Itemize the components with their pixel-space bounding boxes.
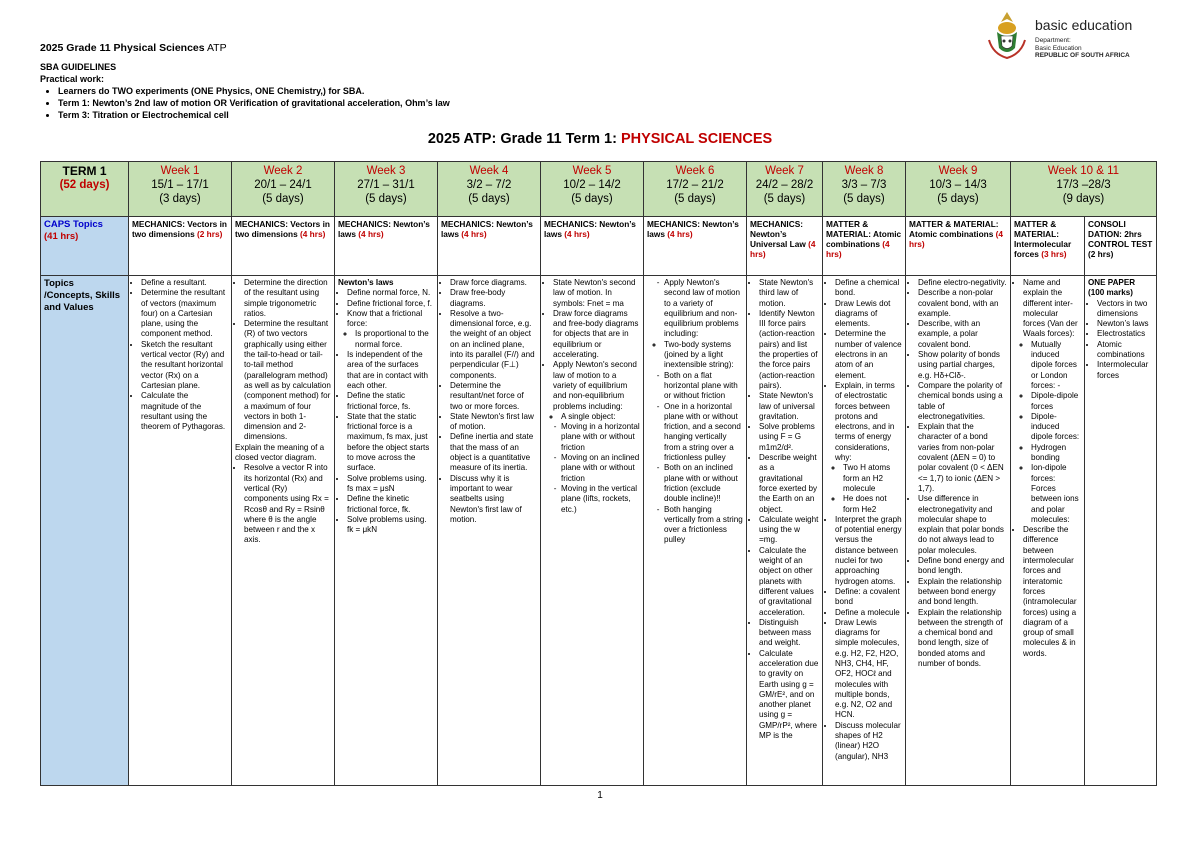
caps-topic-cell [335,217,438,276]
week-label: Week 4 [469,165,509,177]
topic-item: Explain the meaning of a closed vector diagram. [235,442,325,463]
topic-list [338,278,434,535]
topic-item: • Draw Lewis dot diagrams of elements. [835,299,902,330]
topic-item: • Describe weight as a gravitational force exerted by the Earth on an object. [759,453,819,515]
topic-cell [644,276,747,786]
caps-topic-cell [438,217,541,276]
topic-item: • Show polarity of bonds using partial charges, e.g. Hδ+Clδ-. [918,350,1007,381]
topic-item: • Calculate acceleration due to gravity on Earth using g = GM/rE², and on another planet using g = GMP/rP², where MP is the [759,649,819,742]
topic-item: • Define frictional force, f. [347,299,434,309]
topic-item: • Apply Newton's second law of motion to a variety of equilibrium and non-equilibrium problems including: [553,360,640,411]
caps-topic-hrs: (4 hrs) [909,229,1004,249]
topic-item: - Moving in a horizontal plane with or without friction [561,422,640,453]
topic-item: • Draw Lewis diagrams for simple molecules, e.g. H2, F2, H2O, NH3, CH4, HF, OF2, HOCℓ and molecules with multiple bonds, e.g. N2, O2 and HCN. [835,618,902,721]
title-prefix: 2025 ATP: Grade 11 Term 1: [427,131,621,147]
week-dates: 20/1 – 24/1 [254,179,312,191]
caps-topic-cell [906,217,1011,276]
topic-item: ◦ Is proportional to the normal force. [355,329,434,350]
topic-item: • Resolve a vector R into its horizontal (Rx) and vertical (Ry) components using Rx = Rcosθ and Ry = Rsinθ where θ is the angle between r and the x axis. [244,463,331,545]
caps-topic-cell [541,217,644,276]
header-title-bold: 2025 Grade 11 Physical Sciences [40,42,205,54]
topic-item: • Name and explain the different inter-molecular forces (Van der Waals forces): [1023,278,1081,340]
topic-list [544,278,640,515]
topic-item: • Calculate weight using the w =mg. [759,515,819,546]
caps-topic: MATTER & MATERIAL: Atomic combinations [826,219,902,249]
topic-item: • Atomic combinations [1097,340,1153,361]
topic-cell [1085,276,1157,786]
week-dates: 3/2 – 7/2 [466,179,512,191]
topic-item: ◦ Dipole-induced dipole forces: [1031,412,1081,443]
topic-item: • Define a resultant. [141,278,228,288]
caps-row [41,217,1157,276]
week-dates: 10/2 – 14/2 [563,179,621,191]
caps-topic: CONSOLI DATION: 2hrs CONTROL TEST [1088,219,1153,249]
topic-item: - One in a horizontal plane with or without friction, and a second hanging vertically from a string over a frictionless pulley [664,402,743,464]
caps-topic: MATTER & MATERIAL: Atomic combinations [909,219,999,239]
topic-item: • Draw free-body diagrams. [450,288,537,309]
week-label: Week 7 [765,165,804,177]
term-label: TERM 1 [62,164,107,178]
document-header-title [40,42,227,54]
week-days: (5 days) [937,193,979,205]
topic-cell [335,276,438,786]
topic-item: • Explain the relationship between the strength of a chemical bond and bond length, size of bonded atoms and number of bonds. [918,608,1007,670]
topic-item: • Newton’s laws [1097,319,1153,329]
topic-item: • Define electro-negativity. [918,278,1007,288]
topic-item: • Calculate the magnitude of the resultant using the theorem of Pythagoras. [141,391,228,432]
week-days: (5 days) [365,193,407,205]
caps-topic: MECHANICS: Vectors in two dimensions [235,219,330,239]
caps-topic-hrs: (4 hrs) [300,229,326,239]
week-dates: 10/3 – 14/3 [929,179,987,191]
topics-label-cell [41,276,129,786]
topic-item: • Describe, with an example, a polar covalent bond. [918,319,1007,350]
week-label: Week 8 [844,165,884,177]
week-cell [129,162,232,217]
topic-item: • Describe the difference between intermolecular forces and interatomic forces (intramolecular forces) using a diagram of a group of small molecules & in words. [1023,525,1081,659]
topics-row [41,276,1157,786]
topic-item: - Moving in the vertical plane (lifts, rockets, etc.) [561,484,640,515]
caps-topic: MECHANICS: Newton’s laws [544,219,636,239]
caps-topic: MECHANICS: Newton’s laws [338,219,430,239]
topic-item: • State Newton's first law of motion. [450,412,537,433]
caps-topic: MECHANICS: Newton’s laws [441,219,533,239]
caps-topic-cell [1085,217,1157,276]
topic-item: • Determine the resultant/net force of two or more forces. [450,381,537,412]
logo-line: REPUBLIC OF SOUTH AFRICA [1035,52,1130,59]
topic-item: • Define the kinetic frictional force, fk. [347,494,434,515]
topic-item: • Define: a covalent bond [835,587,902,608]
topic-item: • Define the static frictional force, fs. [347,391,434,412]
topic-item: ◦ Mutually induced dipole forces or London forces: - [1031,340,1081,391]
caps-topic-hrs: (4 hrs) [564,229,590,239]
caps-topic: MATTER & MATERIAL: Intermolecular forces [1014,219,1072,259]
topic-item: ◦ Ion-dipole forces: Forces between ions and polar molecules: [1031,463,1081,525]
topic-item: • Determine the resultant (R) of two vectors graphically using either the tail-to-head or tail-to-tail method (parallelogram method) as well as by calculation (component method) for a maximum of four vectors in both 1-dimension and 2-dimensions. [244,319,331,443]
week-dates: 24/2 – 28/2 [755,179,814,191]
term-cell [41,162,129,217]
topic-item: • Define a chemical bond. [835,278,902,299]
title-subject: PHYSICAL SCIENCES [620,131,773,147]
week-label: Week 10 & 11 [1047,165,1120,177]
week-days: (5 days) [674,193,716,205]
week-label: Week 5 [572,165,612,177]
week-cell [1011,162,1157,217]
week-days: (5 days) [763,193,806,205]
topic-item: • Know that a frictional force: [347,309,434,330]
topic-item: • Is independent of the area of the surfaces that are in contact with each other. [347,350,434,391]
topic-item: ONE PAPER (100 marks) [1088,278,1136,298]
week-label: Week 3 [366,165,406,177]
topic-list [909,278,1007,669]
caps-topic: MECHANICS: Newton’s Universal Law [750,219,809,249]
week-cell [232,162,335,217]
topic-item: • State Newton's second law of motion. In symbols: Fnet = ma [553,278,640,309]
topic-item: • Intermolecular forces [1097,360,1153,381]
topic-item: • Define bond energy and bond length. [918,556,1007,577]
topic-list [826,278,902,762]
logo-line: Department: [1035,37,1071,44]
topic-item: • Sketch the resultant vertical vector (Ry) and the resultant horizontal vector (Rx) on a Cartesian plane. [141,340,228,391]
topic-item: • Describe a non-polar covalent bond, with an example. [918,288,1007,319]
topic-list [1088,278,1153,381]
week-cell [438,162,541,217]
week-days: (5 days) [571,193,613,205]
caps-topic-cell [1011,217,1085,276]
topic-item: ◦ Two-body systems (joined by a light inextensible string): [664,340,743,371]
caps-topic-hrs: (4 hrs) [750,239,816,259]
week-days: (9 days) [1062,193,1105,205]
caps-topic-hrs: (2 hrs) [197,229,223,239]
topic-item: • Discuss why it is important to wear seatbelts using Newton's first law of motion. [450,474,537,525]
topic-item: • Use difference in electronegativity and molecular shape to explain that polar bonds do not always lead to polar molecules. [918,494,1007,556]
week-days: (5 days) [843,193,885,205]
coat-of-arms-icon [983,10,1031,60]
topic-cell [1011,276,1085,786]
logo-brand-text: basic education [1035,17,1133,33]
week-dates: 17/2 – 21/2 [666,179,724,191]
topic-item: • Solve problems using F = G m1m2/d². [759,422,819,453]
caps-topic-cell [823,217,906,276]
caps-topic: MECHANICS: Vectors in two dimensions [132,219,227,239]
topic-item: ◦ He does not form He2 [843,494,902,515]
week-cell [747,162,823,217]
topic-item: • Resolve a two-dimensional force, e.g. the weight of an object on an inclined plane, into its parallel (F//) and perpendicular (F⊥) components. [450,309,537,381]
week-cell [823,162,906,217]
week-label: Week 2 [263,165,303,177]
topic-cell [129,276,232,786]
topic-cell [823,276,906,786]
topic-item: ◦ Dipole-dipole forces [1031,391,1081,412]
topic-item: • Draw force diagrams and free-body diagrams for objects that are in equilibrium or accelerating. [553,309,640,360]
sba-item: • Term 3: Titration or Electrochemical cell [58,109,450,121]
page-title [0,131,1200,147]
topic-list [132,278,228,432]
caps-label: CAPS Topics [44,219,103,230]
topic-list [441,278,537,525]
week-dates: 27/1 – 31/1 [357,179,415,191]
topic-item: Newton’s laws [338,278,394,287]
topic-list [1014,278,1081,659]
caps-topic-cell [232,217,335,276]
week-days: (5 days) [468,193,510,205]
week-label: Week 6 [675,165,715,177]
week-dates: 3/3 – 7/3 [841,179,887,191]
topic-item: • Distinguish between mass and weight. [759,618,819,649]
topic-item: • Explain that the character of a bond varies from non-polar covalent (ΔEN = 0) to polar covalent (0 < ΔEN <= 1,7) to ionic (ΔEN > 1,7). [918,422,1007,494]
caps-hrs: (41 hrs) [44,231,79,242]
sba-guidelines [40,61,450,121]
term-days: (52 days) [59,179,110,191]
week-dates: 15/1 – 17/1 [151,179,209,191]
caps-topic-hrs: (4 hrs) [667,229,693,239]
topic-item: • Define inertia and state that the mass of an object is a quantitative measure of its inertia. [450,432,537,473]
topic-item: - Both on an inclined plane with or without friction (exclude double incline)!! [664,463,743,504]
topic-item: • Explain, in terms of electrostatic forces between protons and electrons, and in terms of energy considerations, why: [835,381,902,463]
topic-item: • Define normal force, N. [347,288,434,298]
topic-item: - Apply Newton's second law of motion to a variety of equilibrium and non-equilibrium problems including: [664,278,743,340]
topic-item: • Explain the relationship between bond energy and bond length. [918,577,1007,608]
caps-label-cell [41,217,129,276]
topic-item: • Calculate the weight of an object on other planets with different values of gravitational acceleration. [759,546,819,618]
logo-subtext [1035,37,1130,60]
week-cell [541,162,644,217]
week-cell [644,162,747,217]
logo-line: Basic Education [1035,44,1082,52]
topic-item: • Determine the direction of the resultant using simple trigonometric ratios. [244,278,331,319]
topic-cell [906,276,1011,786]
weeks-row [41,162,1157,217]
topic-list [235,278,331,546]
week-cell [335,162,438,217]
week-days: (5 days) [262,193,304,205]
topic-item: • Solve problems using. fk = μkN [347,515,434,536]
topic-cell [541,276,644,786]
sba-item: • Term 1: Newton’s 2nd law of motion OR Verification of gravitational acceleration, Ohm’s law [58,97,450,109]
topic-cell [438,276,541,786]
topic-cell [747,276,823,786]
topic-item: • Determine the number of valence electrons in an atom of an element. [835,329,902,380]
topic-item: • State Newton's law of universal gravitation. [759,391,819,422]
atp-table [40,161,1157,786]
caps-topic-hrs: (4 hrs) [461,229,487,239]
sba-title: SBA GUIDELINES [40,62,117,72]
topic-item: • Discuss molecular shapes of H2 (linear) H2O (angular), NH3 [835,721,902,762]
topic-item: • Draw force diagrams. [450,278,537,288]
topic-item: • Vectors in two dimensions [1097,299,1153,320]
sba-subtitle: Practical work: [40,74,105,84]
topic-item: - Both on a flat horizontal plane with or without friction [664,371,743,402]
topic-item: - Both hanging vertically from a string over a frictionless pulley [664,505,743,546]
caps-topic-hrs: (3 hrs) [1041,249,1067,259]
week-dates: 17/3 –28/3 [1056,179,1111,191]
topic-item: - Moving on an inclined plane with or without friction [561,453,640,484]
header-title-suffix: ATP [204,42,227,54]
topic-item: • State Newton's third law of motion. [759,278,819,309]
topic-item: • Identify Newton III force pairs (action-reaction pairs) and list the properties of the force pairs (action-reaction pairs). [759,309,819,391]
caps-topic-hrs: (4 hrs) [826,239,890,259]
sba-item: • Learners do TWO experiments (ONE Physics, ONE Chemistry,) for SBA. [58,85,450,97]
week-label: Week 9 [938,165,978,177]
caps-topic-cell [129,217,232,276]
topic-item: ◦ Two H atoms form an H2 molecule [843,463,902,494]
caps-topic-cell [644,217,747,276]
topic-item: • Compare the polarity of chemical bonds using a table of electronegativities. [918,381,1007,422]
department-logo [983,10,1163,60]
week-days: (3 days) [159,193,201,205]
topic-item: • Solve problems using. fs max = μsN [347,474,434,495]
caps-topic-hrs: (4 hrs) [358,229,384,239]
week-cell [906,162,1011,217]
topic-item: • Define a molecule [835,608,902,618]
topic-item: ◦ Hydrogen bonding [1031,443,1081,464]
caps-topic-hrs: (2 hrs) [1088,249,1114,259]
topic-item: • Determine the resultant of vectors (maximum four) on a Cartesian plane, using the component method. [141,288,228,339]
caps-topic-cell [747,217,823,276]
page-number: 1 [597,790,603,801]
caps-topic: MECHANICS: Newton’s laws [647,219,739,239]
topic-item: ◦ A single object: [561,412,640,422]
sba-list [40,85,450,121]
topic-item: • Electrostatics [1097,329,1153,339]
topic-list [647,278,743,546]
week-label: Week 1 [160,165,200,177]
topic-item: • Interpret the graph of potential energy versus the distance between nuclei for two approaching hydrogen atoms. [835,515,902,587]
topic-list [750,278,819,741]
topic-item: • State that the static frictional force is a maximum, fs max, just before the object starts to move across the surface. [347,412,434,474]
topic-cell [232,276,335,786]
topics-label: Topics /Concepts, Skills and Values [44,278,121,313]
